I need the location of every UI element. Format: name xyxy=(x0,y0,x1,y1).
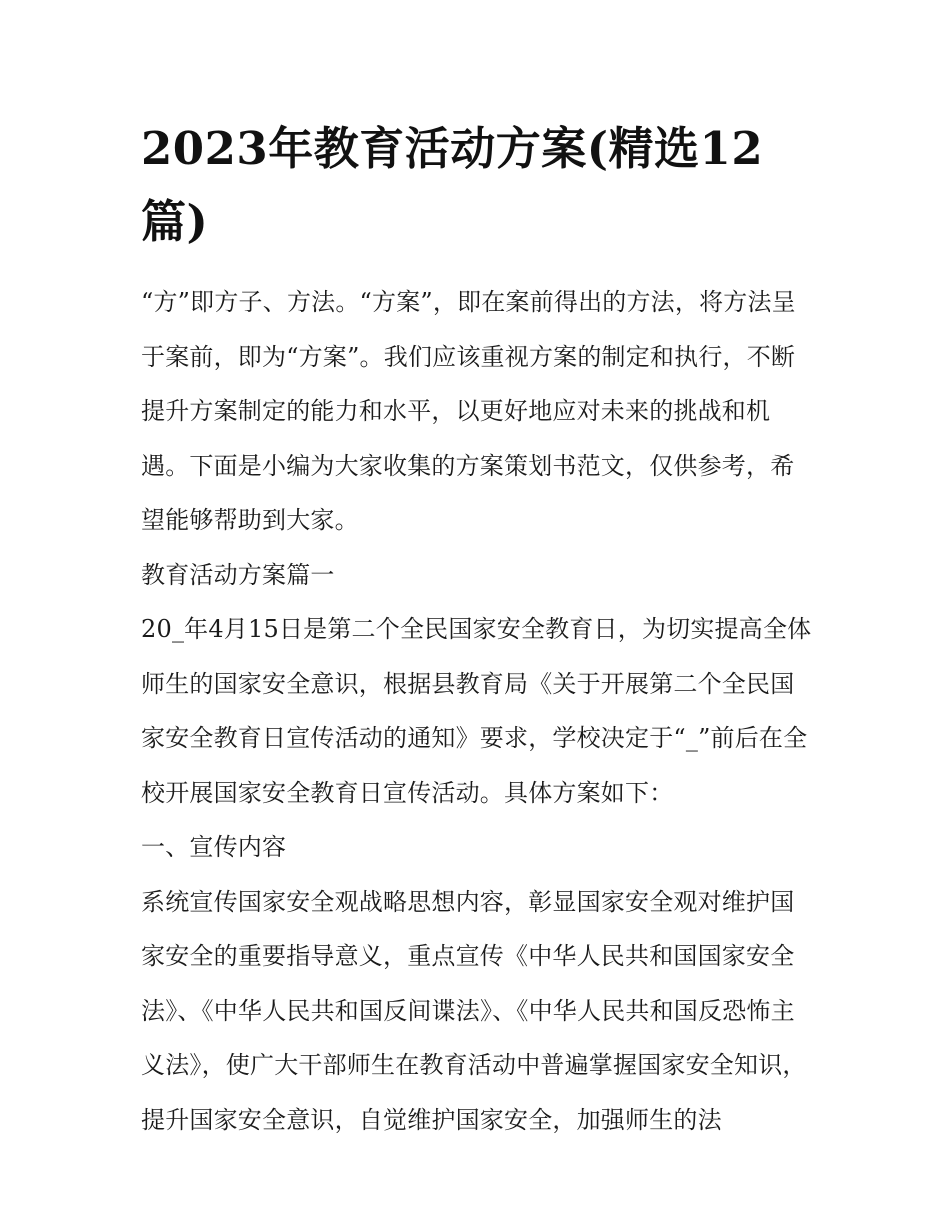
document-body xyxy=(141,275,816,1147)
document-title: 2023年教育活动方案(精选12篇) xyxy=(141,122,764,248)
body-paragraph: 20_年4月15日是第二个全民国家安全教育日，为切实提高全体师生的国家安全意识，根据县教育局《关于开展第二个全民国家安全教育日宣传活动的通知》要求，学校决定于“_”前后在全校开展国家安全教育日宣传活动。具体方案如下： xyxy=(141,615,812,807)
intro-paragraph: “方”即方子、方法。“方案”，即在案前得出的方法，将方法呈于案前，即为“方案”。我们应该重视方案的制定和执行，不断提升方案制定的能力和水平，以更好地应对未来的挑战和机遇。下面是小编为大家收集的方案策划书范文，仅供参考，希望能够帮助到大家。 xyxy=(141,288,796,534)
body-paragraph: 系统宣传国家安全观战略思想内容，彰显国家安全观对维护国家安全的重要指导意义，重点宣传《中华人民共和国国家安全法》、《中华人民共和国反间谍法》、《中华人民共和国反恐怖主义法》，使广大干部师生在教育活动中普遍掌握国家安全知识，提升国家安全意识，自觉维护国家安全，加强师生的法 xyxy=(141,887,807,1134)
document-content xyxy=(141,112,816,1147)
section-heading: 教育活动方案篇一 xyxy=(141,560,335,589)
subsection-heading: 一、宣传内容 xyxy=(141,833,287,861)
